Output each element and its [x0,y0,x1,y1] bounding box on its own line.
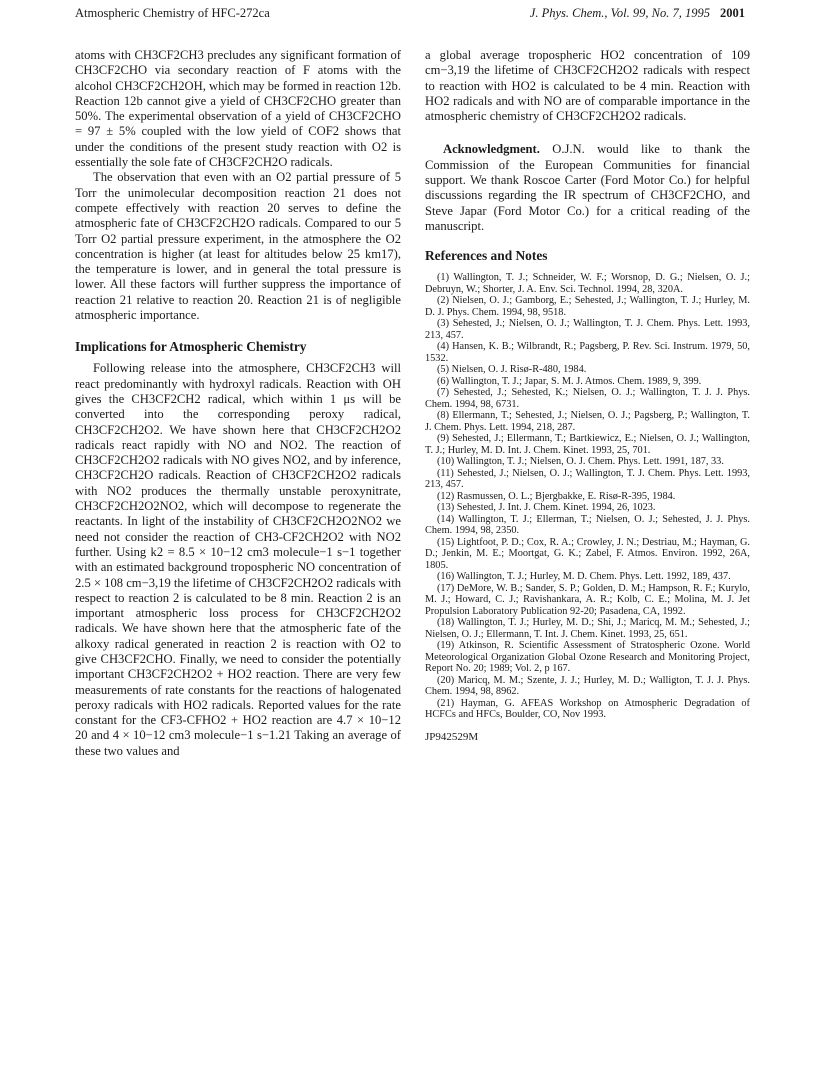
reference-item: (15) Lightfoot, P. D.; Cox, R. A.; Crowley, J. N.; Destriau, M.; Hayman, G. D.; Jenkin, M. E.; Moortgat, G. K.; Zabel, F. Atmos. Environ. 1992, 26A, 1805. [425,536,750,571]
body-paragraph: Following release into the atmosphere, CH3CF2CH3 will react predominantly with hydroxyl radicals. Reaction with OH gives the CH3CF2CH2 radical, which within 1 μs will be converted into the corresponding peroxy radical, CH3CF2CH2O2. We have shown here that CH3CF2CH2O2 radicals react rapidly with NO and NO2. The reaction of CH3CF2CH2O2 radicals with NO gives NO2, and by inference, CH3CF2CH2O radicals. Reaction of CH3CF2CH2O2 radicals with NO2 produces the thermally unstable peroxynitrate, CH3CF2CH2O2NO2, which will decompose to regenerate the reactants. In light of the instability of CH3CF2CH2O2NO2 we need not consider the reaction of CH3-CF2CH2O2 with NO2 further. Using k2 = 8.5 × 10−12 cm3 molecule−1 s−1 together with an estimated background tropospheric NO concentration of 2.5 × 108 cm−3,19 the lifetime of CH3CF2CH2O2 radicals with respect to reaction 2 is calculated to be 8 min. Reaction 2 is an important atmospheric loss process for CH3CF2CH2O2 radicals. We have shown here that the atmospheric fate of the alkoxy radical generated in reaction 2 is reaction with O2 to give CH3CF2CHO. Finally, we need to consider the potentially important CH3CF2CH2O2 + HO2 reaction. There are very few measurements of rate constants for the reactions of halogenated peroxy radicals with HO2 radicals. Reported values for the rate constant for the CF3-CFHO2 + HO2 reaction are 4.7 × 10−12 20 and 4 × 10−12 cm3 molecule−1 s−1.21 Taking an average of these two values and [75,361,401,758]
reference-item: (21) Hayman, G. AFEAS Workshop on Atmospheric Degradation of HCFCs and HFCs, Boulder, CO, Nov 1993. [425,697,750,721]
reference-item: (8) Ellermann, T.; Sehested, J.; Nielsen, O. J.; Pagsberg, P.; Wallington, T. J. Chem. Phys. Lett. 1994, 218, 287. [425,410,750,433]
reference-item: (16) Wallington, T. J.; Hurley, M. D. Chem. Phys. Lett. 1992, 189, 437. [437,571,731,583]
manuscript-id: JP942529M [425,730,479,743]
body-paragraph: a global average tropospheric HO2 concentration of 109 cm−3,19 the lifetime of CH3CF2CH2O2 radicals with respect to reaction with HO2 is calculated to be 4 min. Reaction with HO2 radicals and with NO are of comparable importance in the atmospheric chemistry of CH3CF2CH2O2 radicals. [425,48,750,124]
reference-list [425,272,750,721]
reference-item: (17) DeMore, W. B.; Sander, S. P.; Golden, D. M.; Hampson, R. F.; Kurylo, M. J.; Howard, C. J.; Ravishankara, A. R.; Kolb, C. E.; Molina, M. J. Jet Propulsion Laboratory Publication 92-20; Pasadena, CA, 1992. [425,582,750,617]
page-number: 2001 [720,6,745,20]
body-paragraph: atoms with CH3CF2CH3 precludes any significant formation of CH3CF2CHO via secondary reaction of F atoms with the alcohol CH3CF2CH2OH, which may be formed in reaction 12b. Reaction 12b cannot give a yield of CH3CF2CHO greater than 50%. The experimental observation of a yield of CH3CF2CHO = 97 ± 5% coupled with the low yield of COF2 shows that under the conditions of the present study reaction with O2 is essentially the sole fate of CH3CF2CH2O radicals. [75,48,401,170]
reference-item: (12) Rasmussen, O. L.; Bjergbakke, E. Risø-R-395, 1984. [437,490,676,502]
acknowledgment-text: O.J.N. would like to thank the Commission of the European Communities for financial support. We thank Roscoe Carter (Ford Motor Co.) for helpful discussions regarding the IR spectrum of CH3CF2CHO, and Steve Japar (Ford Motor Co.) for a critical reading of the manuscript. [425,142,750,233]
body-paragraph: The observation that even with an O2 partial pressure of 5 Torr the unimolecular decomposition reaction 21 does not compete effectively with reaction 20 serves to define the atmospheric fate of CH3CF2CH2O radicals. Compared to our 5 Torr O2 partial pressure experiment, in the atmosphere the O2 concentration is higher (at least for altitudes below 25 km17), the temperature is lower, and in general the total pressure is lower. All these factors will further suppress the importance of reaction 21 relative to reaction 20. Reaction 21 is of negligible atmospheric importance. [75,170,401,323]
reference-item: (14) Wallington, T. J.; Ellerman, T.; Nielsen, O. J.; Sehested, J. J. Phys. Chem. 1994, 98, 2350. [425,513,750,537]
reference-item: (5) Nielsen, O. J. Risø-R-480, 1984. [437,364,587,376]
reference-item: (7) Sehested, J.; Sehested, K.; Nielsen, O. J.; Wallington, T. J. J. Phys. Chem. 1994, 98, 6731. [425,387,750,410]
article-short-title: Atmospheric Chemistry of HFC-272ca [75,6,270,20]
reference-item: (4) Hansen, K. B.; Wilbrandt, R.; Pagsberg, P. Rev. Sci. Instrum. 1979, 50, 1532. [425,341,750,364]
left-column [75,48,401,759]
journal-citation [530,6,745,21]
reference-item: (18) Wallington, T. J.; Hurley, M. D.; Shi, J.; Maricq, M. M.; Sehested, J.; Nielsen, O. J.; Ellermann, T. Int. J. Chem. Kinet. 1993, 25, 651. [425,617,750,640]
reference-item: (6) Wallington, T. J.; Japar, S. M. J. Atmos. Chem. 1989, 9, 399. [437,375,702,387]
reference-item: (3) Sehested, J.; Nielsen, O. J.; Wallington, T. J. Chem. Phys. Lett. 1993, 213, 457. [425,318,750,341]
reference-item: (10) Wallington, T. J.; Nielsen, O. J. Chem. Phys. Lett. 1991, 187, 33. [437,456,724,468]
reference-item: (20) Maricq, M. M.; Szente, J. J.; Hurley, M. D.; Walligton, T. J. J. Phys. Chem. 1994, 98, 8962. [425,674,750,698]
reference-item: (9) Sehested, J.; Ellermann, T.; Bartkiewicz, E.; Nielsen, O. J.; Wallington, T. J.; Hurley, M. D. Int. J. Chem. Kinet. 1993, 25, 701. [425,433,750,456]
acknowledgment-label: Acknowledgment. [443,142,540,157]
reference-item: (1) Wallington, T. J.; Schneider, W. F.; Worsnop, D. G.; Nielsen, O. J.; Debruyn, W.; Shorter, J. A. Env. Sci. Technol. 1994, 28, 320A. [425,272,750,295]
running-head [75,6,745,24]
journal-name: J. Phys. Chem., Vol. 99, No. 7, 1995 [529,6,710,20]
acknowledgment [425,142,750,234]
reference-item: (2) Nielsen, O. J.; Gamborg, E.; Sehested, J.; Wallington, T. J.; Hurley, M. D. J. Phys. Chem. 1994, 98, 9518. [425,295,750,318]
right-column [425,48,750,743]
references-heading: References and Notes [425,248,548,264]
section-heading: Implications for Atmospheric Chemistry [75,339,307,355]
reference-item: (11) Sehested, J.; Nielsen, O. J.; Wallington, T. J. Chem. Phys. Lett. 1993, 213, 457. [425,467,750,491]
reference-item: (13) Sehested, J. Int. J. Chem. Kinet. 1994, 26, 1023. [437,502,656,514]
reference-item: (19) Atkinson, R. Scientific Assessment of Stratospheric Ozone. World Meteorological Organization Global Ozone Research and Monitoring Project, Report No. 20; 1989; Vol. 2, p 167. [425,640,750,675]
